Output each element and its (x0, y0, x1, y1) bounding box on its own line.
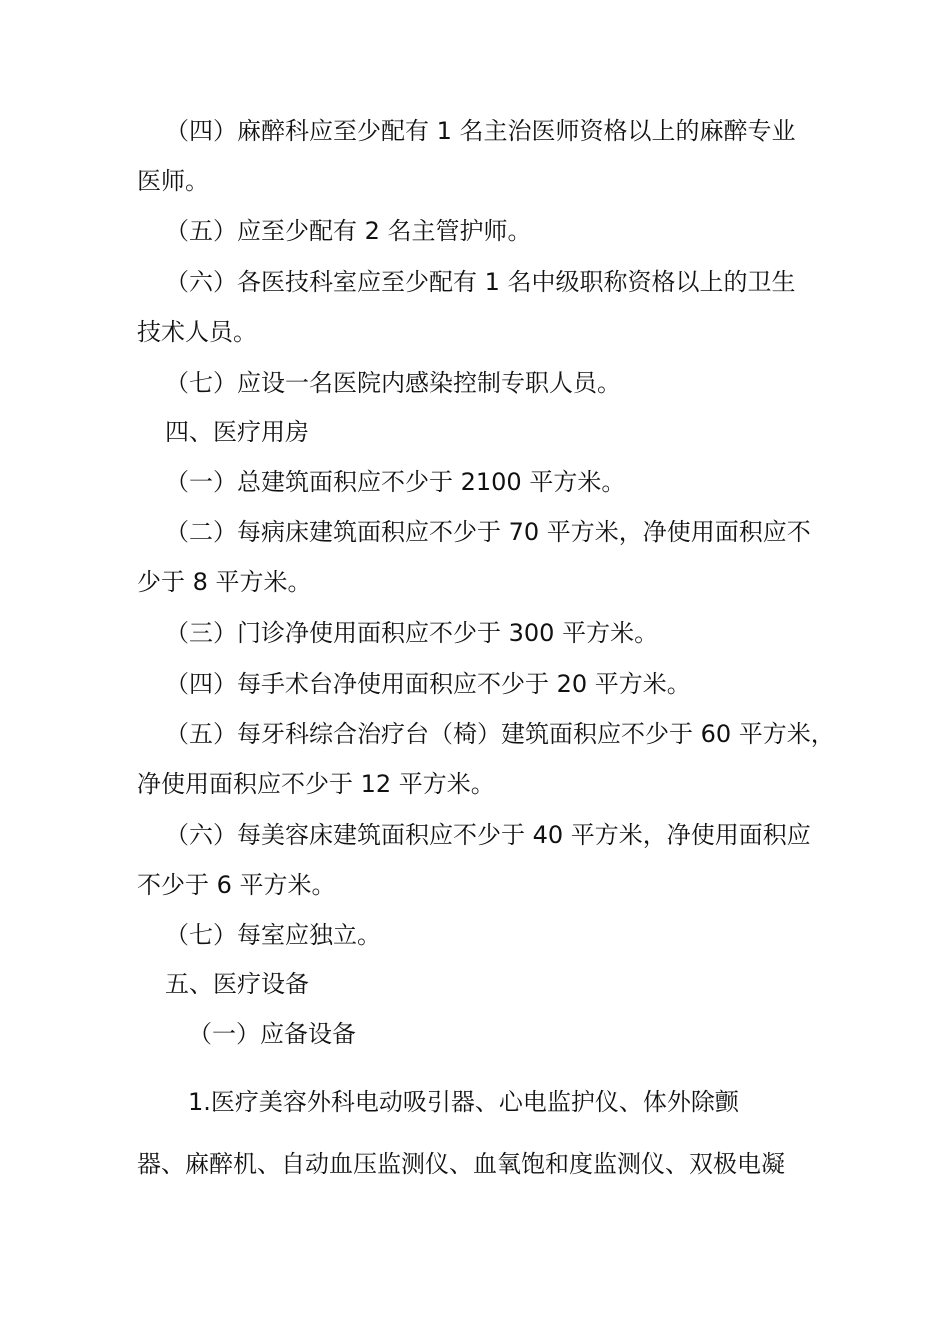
paragraph-surgery-area: （四）每手术台净使用面积应不少于 20 平方米。 (165, 670, 691, 698)
paragraph-infection-control: （七）应设一名医院内感染控制专职人员。 (165, 369, 621, 397)
paragraph-anesthesia-staff: （四）麻醉科应至少配有 1 名主治医师资格以上的麻醉专业 (165, 117, 796, 145)
paragraph-dental-area-cont: 净使用面积应不少于 12 平方米。 (137, 770, 495, 798)
paragraph-beauty-bed-area-cont: 不少于 6 平方米。 (137, 871, 336, 899)
paragraph-tech-staff-cont: 技术人员。 (137, 318, 257, 346)
paragraph-equipment-list-cont: 器、麻醉机、自动血压监测仪、血氧饱和度监测仪、双极电凝 (137, 1150, 785, 1178)
section-heading-equipment: 五、医疗设备 (165, 970, 309, 998)
paragraph-dental-area: （五）每牙科综合治疗台（椅）建筑面积应不少于 60 平方米， (165, 720, 835, 748)
paragraph-clinic-area: （三）门诊净使用面积应不少于 300 平方米。 (165, 619, 659, 647)
paragraph-nurse-staff: （五）应至少配有 2 名主管护师。 (165, 217, 532, 245)
paragraph-equipment-list: 1.医疗美容外科电动吸引器、心电监护仪、体外除颤 (188, 1088, 739, 1116)
subsection-heading-required-equipment: （一）应备设备 (188, 1020, 356, 1048)
paragraph-bed-area: （二）每病床建筑面积应不少于 70 平方米，净使用面积应不 (165, 518, 811, 546)
section-heading-rooms: 四、医疗用房 (165, 418, 309, 446)
paragraph-room-independent: （七）每室应独立。 (165, 921, 381, 949)
paragraph-total-area: （一）总建筑面积应不少于 2100 平方米。 (165, 468, 626, 496)
paragraph-anesthesia-staff-cont: 医师。 (137, 167, 209, 195)
paragraph-tech-staff: （六）各医技科室应至少配有 1 名中级职称资格以上的卫生 (165, 268, 796, 296)
paragraph-beauty-bed-area: （六）每美容床建筑面积应不少于 40 平方米，净使用面积应 (165, 821, 811, 849)
paragraph-bed-area-cont: 少于 8 平方米。 (137, 568, 312, 596)
